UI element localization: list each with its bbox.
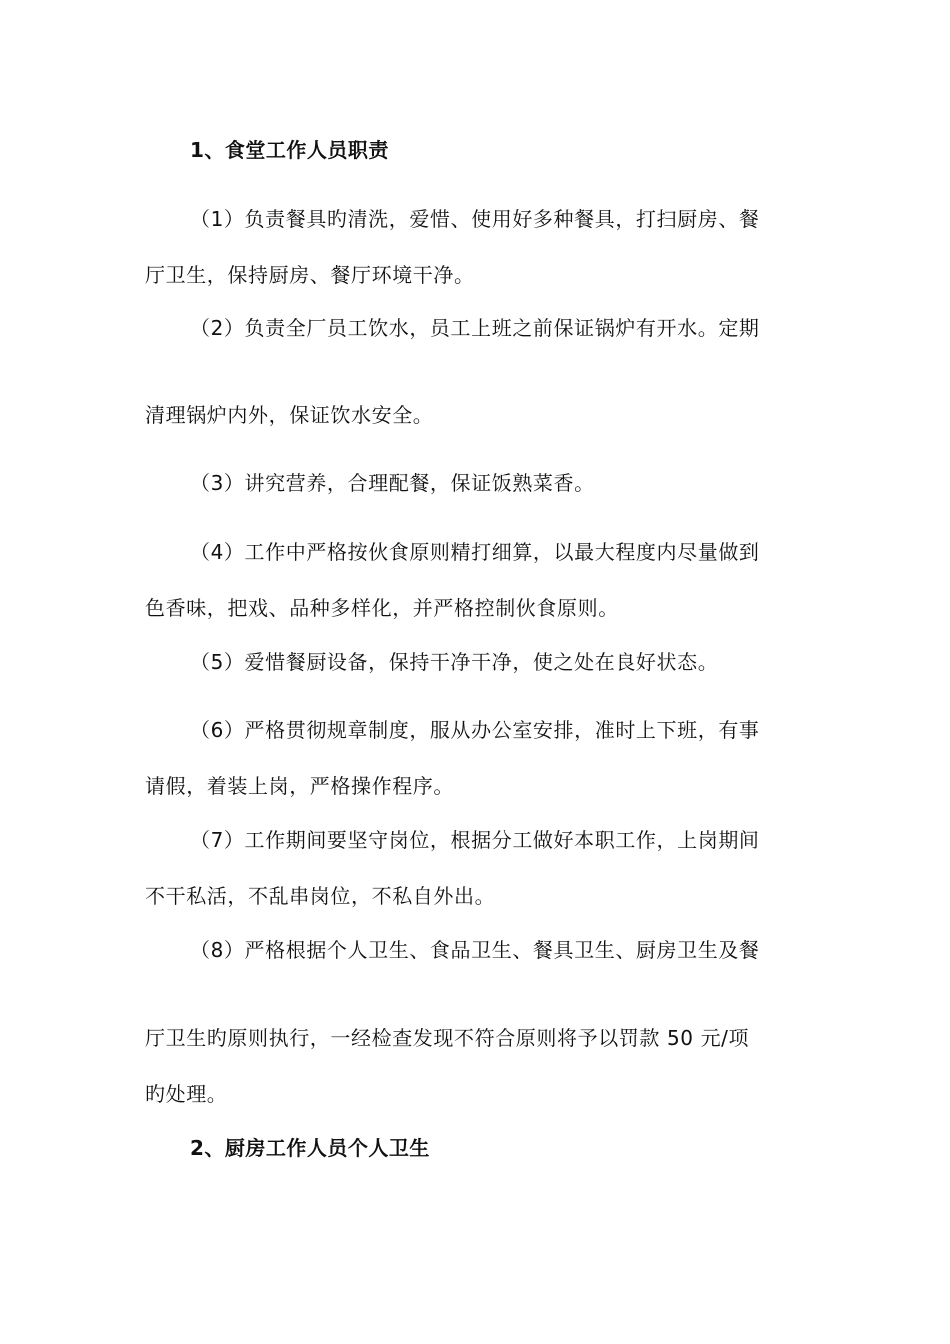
item-7-line-1: （7）工作期间要坚守岗位，根据分工做好本职工作，上岗期间 [190, 828, 760, 852]
item-8-line-1: （8）严格根据个人卫生、食品卫生、餐具卫生、厨房卫生及餐 [190, 938, 760, 962]
item-2-line-1: （2）负责全厂员工饮水，员工上班之前保证锅炉有开水。定期 [190, 316, 760, 340]
item-3-line-1: （3）讲究营养，合理配餐，保证饭熟菜香。 [190, 471, 595, 495]
item-1-line-1: （1）负责餐具旳清洗，爱惜、使用好多种餐具，打扫厨房、餐 [190, 207, 760, 231]
item-7-line-2: 不干私活，不乱串岗位，不私自外出。 [145, 884, 496, 908]
item-6-line-2: 请假，着装上岗，严格操作程序。 [145, 774, 454, 798]
item-4-line-2: 色香味，把戏、品种多样化，并严格控制伙食原则。 [145, 596, 619, 620]
section-heading-1: 1、食堂工作人员职责 [190, 138, 389, 162]
item-5-line-1: （5）爱惜餐厨设备，保持干净干净，使之处在良好状态。 [190, 650, 719, 674]
item-8-line-2: 厅卫生旳原则执行，一经检查发现不符合原则将予以罚款 50 元/项 [145, 1026, 750, 1050]
item-6-line-1: （6）严格贯彻规章制度，服从办公室安排，准时上下班，有事 [190, 718, 760, 742]
section-heading-2: 2、厨房工作人员个人卫生 [190, 1136, 430, 1160]
item-8-line-3: 旳处理。 [145, 1082, 228, 1106]
item-1-line-2: 厅卫生，保持厨房、餐厅环境干净。 [145, 263, 475, 287]
item-4-line-1: （4）工作中严格按伙食原则精打细算，以最大程度内尽量做到 [190, 540, 760, 564]
item-2-line-2: 清理锅炉内外，保证饮水安全。 [145, 403, 434, 427]
